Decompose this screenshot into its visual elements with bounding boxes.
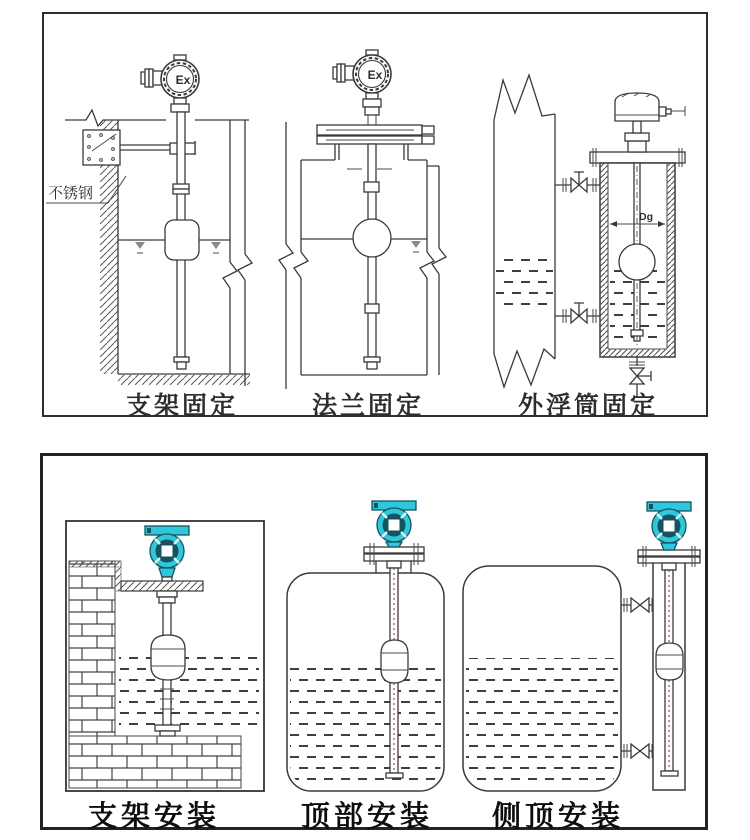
chamber-flange bbox=[590, 152, 685, 163]
ex-transmitter-head bbox=[141, 55, 199, 98]
connection-valve-bottom bbox=[621, 744, 653, 758]
caption-bracket-fixing: 支架固定 bbox=[125, 392, 238, 420]
tank-liquid-3 bbox=[466, 658, 618, 788]
diagram-top-installation bbox=[287, 501, 444, 791]
caption-top-installation: 顶部安装 bbox=[300, 801, 433, 833]
capsule-float bbox=[151, 635, 185, 680]
installation-methods-drawing bbox=[43, 456, 705, 827]
floor-hatch bbox=[118, 375, 250, 385]
connection-valve-top bbox=[621, 598, 653, 612]
isolation-valve-top bbox=[555, 172, 600, 192]
dg-label: Dg bbox=[639, 211, 653, 223]
caption-bracket-installation: 支架安装 bbox=[87, 801, 220, 833]
float-body bbox=[165, 220, 199, 260]
pool-liquid bbox=[119, 652, 259, 734]
panel-installation-methods bbox=[40, 453, 708, 833]
tank-liquid bbox=[496, 259, 553, 306]
capsule-float-3 bbox=[656, 643, 683, 680]
caption-external-chamber-fixing: 外浮筒固定 bbox=[517, 392, 658, 420]
caption-side-top-installation: 侧顶安装 bbox=[491, 801, 624, 833]
ex-label-2: Ex bbox=[367, 68, 383, 82]
junction-box-head bbox=[615, 93, 685, 152]
diagram-bracket-fixing bbox=[46, 55, 252, 386]
ball-float bbox=[353, 219, 391, 257]
brick-wall bbox=[69, 561, 115, 736]
panel-fixing-methods bbox=[42, 12, 708, 420]
wall-mount-plate bbox=[83, 130, 120, 165]
diagram-side-top-installation bbox=[463, 502, 700, 791]
stainless-steel-text: 不锈钢 bbox=[48, 185, 94, 202]
diagram-external-chamber-fixing bbox=[494, 75, 685, 397]
smart-transmitter-2 bbox=[372, 501, 416, 547]
capsule-float-2 bbox=[381, 640, 408, 683]
fixing-methods-drawing bbox=[44, 14, 706, 415]
mounting-shelf bbox=[121, 581, 203, 591]
flange bbox=[317, 125, 434, 144]
tank-liquid-2 bbox=[290, 665, 441, 788]
ex-transmitter-head-2 bbox=[333, 50, 391, 93]
ex-label: Ex bbox=[175, 73, 191, 87]
diagram-flange-fixing bbox=[279, 50, 446, 389]
brick-floor bbox=[69, 736, 241, 788]
chamber-ball-float bbox=[619, 244, 655, 280]
smart-transmitter-3 bbox=[647, 502, 691, 550]
diagram-bracket-installation bbox=[66, 521, 264, 791]
isolation-valve-bottom bbox=[555, 303, 600, 323]
caption-flange-fixing: 法兰固定 bbox=[311, 392, 424, 420]
